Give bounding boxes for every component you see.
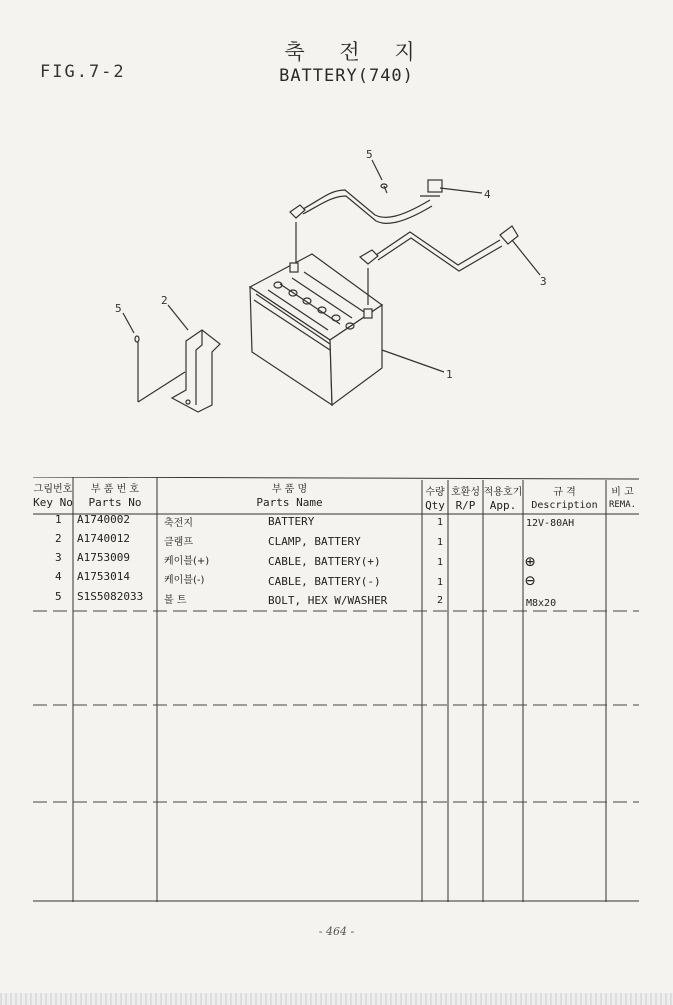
header-remark-en: REMA.: [608, 500, 637, 510]
callout-3: 3: [540, 275, 547, 288]
row-4-name-ko: 케이블(-): [164, 575, 205, 586]
battery-drawing: [250, 254, 382, 405]
scan-edge: [0, 993, 673, 1005]
row-5-key: 5: [55, 590, 62, 603]
header-rp-en: R/P: [455, 499, 476, 512]
header-rp-ko: 호환성: [451, 487, 480, 498]
row-3-qty: 1: [437, 557, 444, 568]
header-parts-name-en: Parts Name: [256, 496, 323, 509]
row-3-key: 3: [55, 551, 62, 564]
callout-1: 1: [446, 368, 453, 381]
row-4-description-minus-icon: ⊖: [525, 571, 536, 591]
row-2-qty: 1: [437, 537, 444, 548]
row-5-part-no: S1S5082033: [77, 590, 144, 603]
header-qty-en: Qty: [425, 499, 445, 512]
callout-5-left: 5: [115, 302, 122, 315]
positive-cable-drawing: [360, 226, 518, 305]
header-remark-ko: 비 고: [611, 487, 634, 498]
header-key-no-ko: 그림번호: [33, 484, 73, 495]
header-parts-no-en: Parts No: [88, 496, 142, 509]
header-app-en: App.: [489, 499, 517, 512]
row-1-qty: 1: [437, 517, 444, 528]
row-3-description-plus-icon: ⊕: [525, 552, 536, 572]
row-3-name-en: CABLE, BATTERY(+): [268, 555, 381, 568]
header-key-no-en: Key No: [33, 496, 73, 509]
bolt-top-drawing: [381, 184, 387, 193]
row-3-name-ko: 케이블(+): [164, 556, 210, 567]
clamp-drawing: [138, 330, 220, 412]
row-1-name-en: BATTERY: [268, 515, 315, 528]
row-4-part-no: A1753014: [77, 570, 130, 583]
bolt-left-drawing: [135, 336, 139, 402]
header-qty-ko: 수량: [425, 487, 445, 498]
row-1-key: 1: [55, 513, 62, 526]
header-description-en: Description: [531, 500, 598, 511]
negative-cable-drawing: [290, 180, 442, 262]
figure-title-korean: 축 전 지: [284, 40, 429, 64]
row-4-qty: 1: [437, 577, 444, 588]
header-description-ko: 규 격: [553, 487, 576, 498]
row-4-name-en: CABLE, BATTERY(-): [268, 575, 381, 588]
row-3-part-no: A1753009: [77, 551, 130, 564]
header-app-ko: 적용호기: [483, 487, 523, 498]
parts-table: [33, 477, 673, 902]
row-1-description: 12V-80AH: [526, 518, 575, 529]
callout-2: 2: [161, 294, 168, 307]
figure-label: FIG.7-2: [40, 62, 126, 82]
battery-exploded-diagram: [0, 0, 673, 470]
header-parts-name-ko: 부 품 명: [271, 484, 308, 495]
row-2-name-ko: 클램프: [164, 537, 193, 548]
row-2-key: 2: [55, 532, 62, 545]
callout-5-top: 5: [366, 148, 373, 161]
row-2-part-no: A1740012: [77, 532, 130, 545]
row-2-name-en: CLAMP, BATTERY: [268, 535, 361, 548]
row-4-key: 4: [55, 570, 62, 583]
row-5-name-en: BOLT, HEX W/WASHER: [268, 594, 388, 607]
row-1-part-no: A1740002: [77, 513, 130, 526]
page-number: - 464 -: [318, 925, 355, 938]
figure-title-english: BATTERY(740): [279, 66, 414, 86]
row-5-name-ko: 볼 트: [164, 595, 187, 606]
row-1-name-ko: 축전지: [164, 518, 193, 529]
callout-4: 4: [484, 188, 491, 201]
header-parts-no-ko: 부 품 번 호: [90, 484, 140, 495]
row-5-description: M8x20: [526, 598, 557, 609]
row-5-qty: 2: [437, 595, 444, 606]
